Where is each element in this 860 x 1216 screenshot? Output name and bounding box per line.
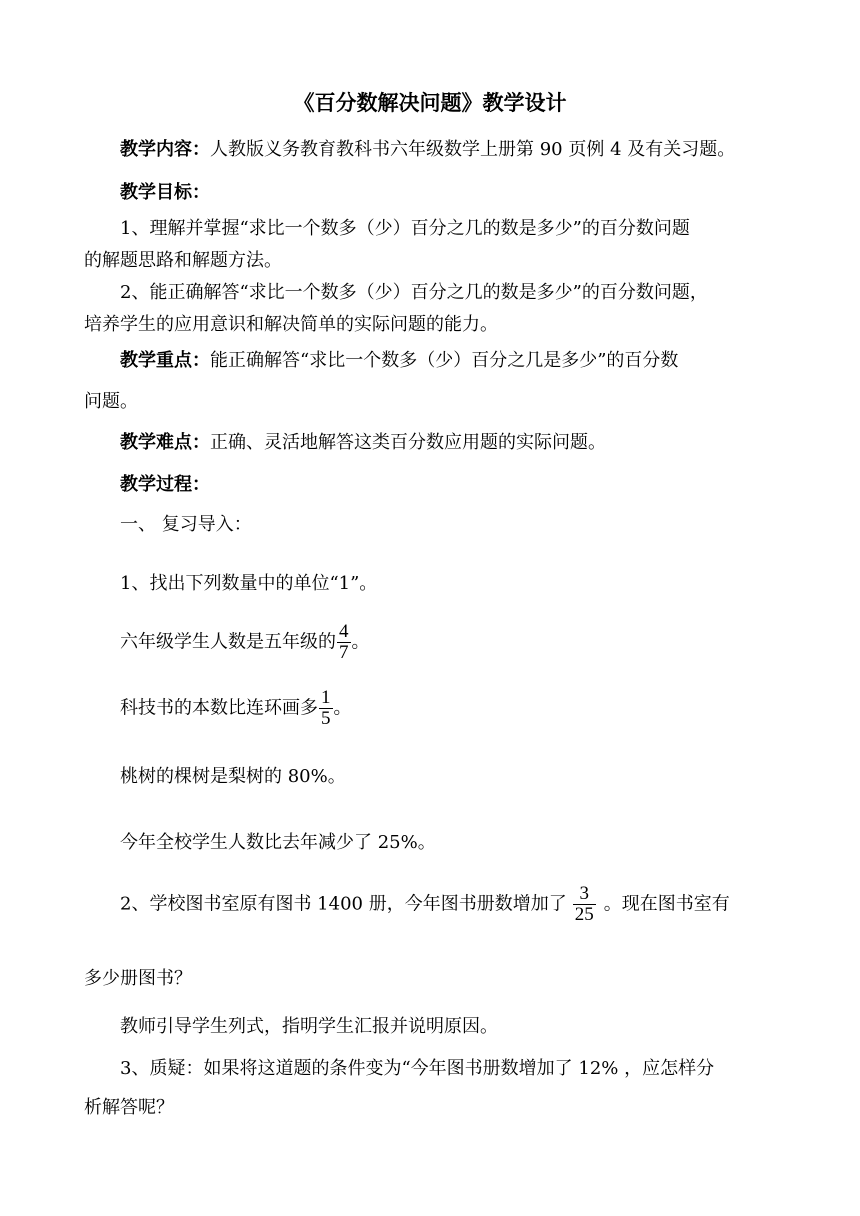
example1-text: 六年级学生人数是五年级的	[120, 631, 336, 653]
key-label: 教学重点：	[120, 350, 210, 371]
example1-end: 。	[351, 631, 370, 653]
fraction-denominator: 7	[339, 642, 349, 663]
fraction-4-7	[337, 622, 351, 663]
item2-end: 。现在图书室有	[603, 893, 730, 915]
example2-text: 科技书的本数比连环画多	[120, 697, 318, 719]
example1	[120, 622, 370, 663]
process-label: 教学过程：	[120, 474, 210, 495]
key-point-paragraph	[120, 348, 678, 374]
difficulty-text: 正确、灵活地解答这类百分数应用题的实际问题。	[210, 432, 606, 453]
key-text: 能正确解答“求比一个数多（少）百分之几是多少”的百分数	[210, 350, 679, 371]
fraction-numerator: 3	[573, 884, 596, 905]
goal1-line1: 1、理解并掌握“求比一个数多（少）百分之几的数是多少”的百分数问题	[120, 218, 690, 239]
fraction-denominator: 25	[574, 904, 594, 925]
goal2-line1: 2、能正确解答“求比一个数多（少）百分之几的数是多少”的百分数问题，	[120, 282, 708, 303]
fraction-denominator: 5	[321, 708, 331, 729]
example3: 桃树的棵树是梨树的 80%。	[120, 766, 346, 787]
fraction-numerator: 4	[339, 621, 349, 642]
example4: 今年全校学生人数比去年减少了 25%。	[120, 832, 436, 853]
item1: 1、找出下列数量中的单位“1”。	[120, 573, 378, 594]
fraction-numerator: 1	[321, 687, 331, 708]
goals-label: 教学目标：	[120, 182, 210, 203]
content-paragraph	[120, 137, 735, 163]
item2-text: 2、学校图书室原有图书 1400 册，今年图书册数增加了	[120, 893, 567, 915]
example2-end: 。	[333, 697, 352, 719]
teacher-guidance: 教师引导学生列式，指明学生汇报并说明原因。	[120, 1016, 498, 1037]
fraction-1-5	[319, 688, 333, 729]
content-label: 教学内容：	[120, 139, 210, 160]
difficulty-paragraph	[120, 430, 606, 456]
difficulty-label: 教学难点：	[120, 432, 210, 453]
document-title: 《百分数解决问题》教学设计	[293, 90, 567, 115]
example2	[120, 688, 352, 729]
item2-line1	[120, 884, 730, 925]
section1-heading: 一、 复习导入：	[120, 514, 252, 535]
content-text: 人教版义务教育教科书六年级数学上册第 90 页例 4 及有关习题。	[210, 139, 736, 160]
item3-line2: 析解答呢？	[84, 1097, 174, 1118]
item2-line2: 多少册图书？	[84, 968, 192, 989]
item3-line1: 3、质疑：如果将这道题的条件变为“今年图书册数增加了 12% ，应怎样分	[120, 1058, 715, 1079]
goal2-line2: 培养学生的应用意识和解决简单的实际问题的能力。	[84, 314, 498, 335]
key-line2: 问题。	[84, 391, 138, 412]
fraction-3-25	[573, 884, 596, 925]
goal1-line2: 的解题思路和解题方法。	[84, 250, 282, 271]
